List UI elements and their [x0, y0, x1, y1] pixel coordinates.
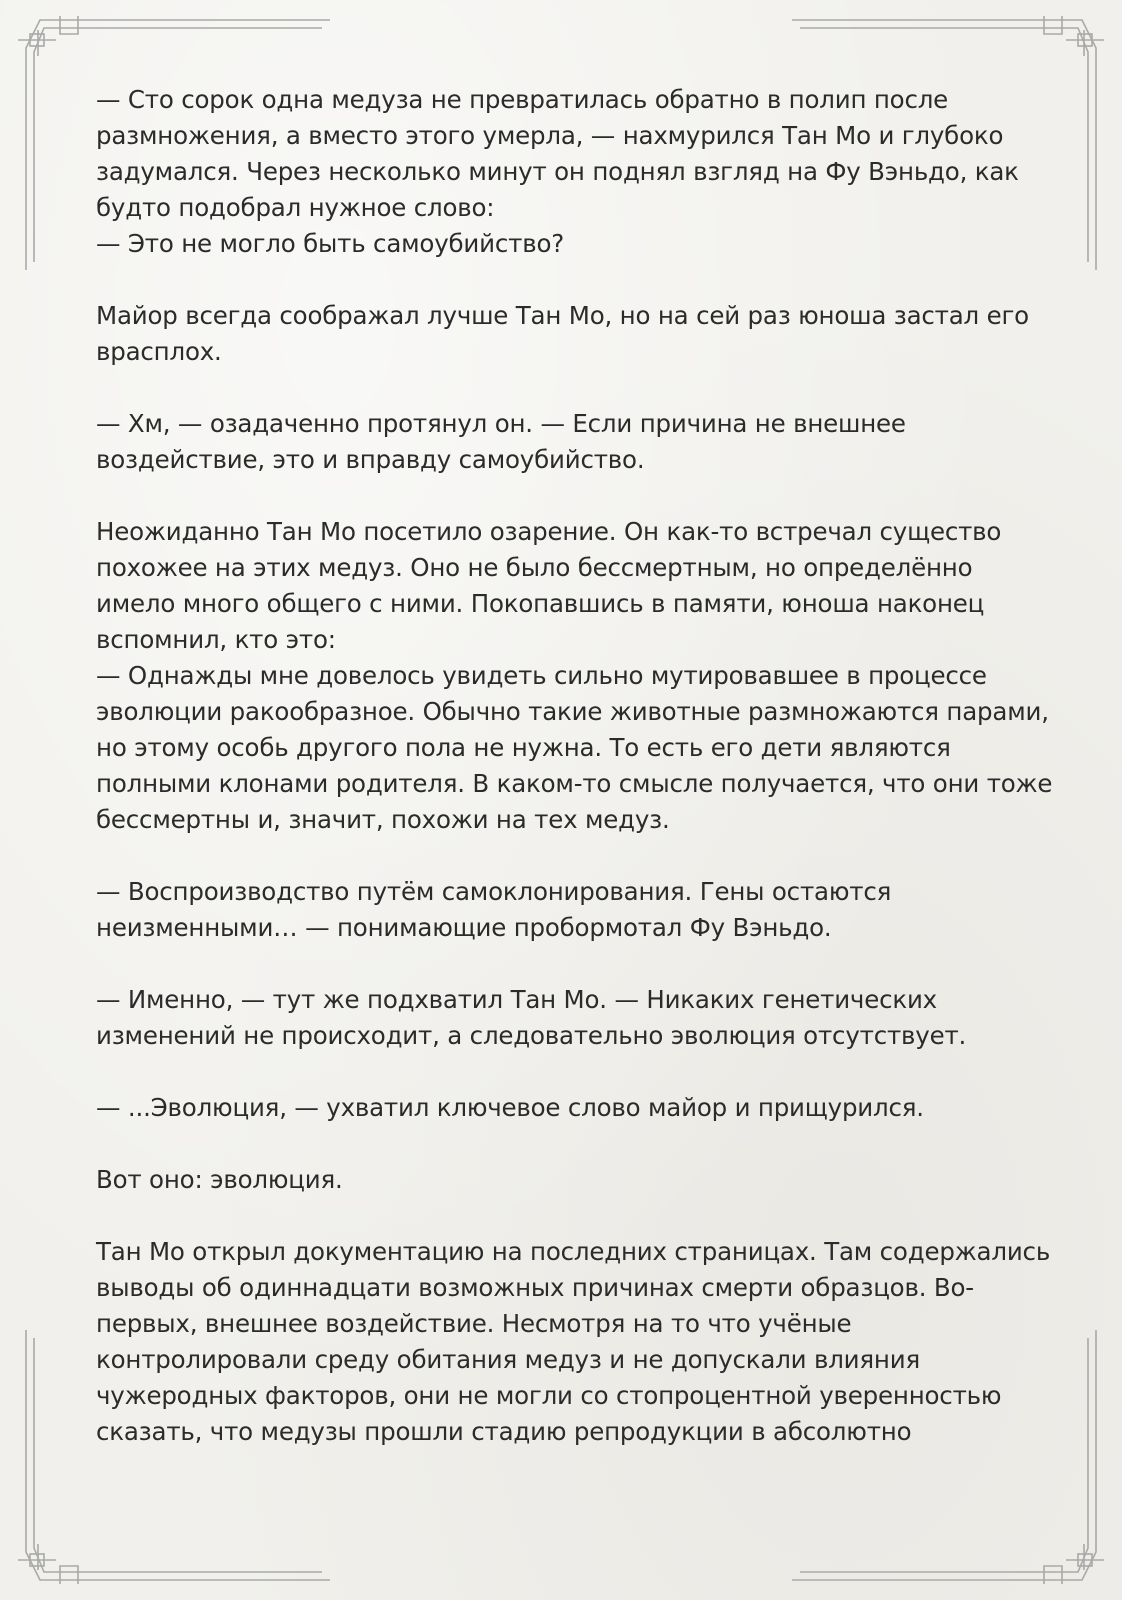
text-line: эволюции ракообразное. Обычно такие животные размножаются парами, — [96, 697, 1049, 726]
text-line: — Однажды мне довелось увидеть сильно мутировавшее в процессе — [96, 661, 987, 690]
text-line: — Сто сорок одна медуза не превратилась обратно в полип после — [96, 85, 949, 114]
text-line: имело много общего с ними. Покопавшись в памяти, юноша наконец — [96, 589, 985, 618]
text-line: — Именно, — тут же подхватил Тан Мо. — Никаких генетических — [96, 985, 937, 1014]
text-line: изменений не происходит, а следовательно эволюция отсутствует. — [96, 1021, 967, 1050]
text-line: Майор всегда соображал лучше Тан Мо, но на сей раз юноша застал его — [96, 301, 1029, 330]
text-line: чужеродных факторов, они не могли со стопроцентной уверенностью — [96, 1381, 1002, 1410]
paragraph-gap — [96, 838, 1031, 874]
text-line: Неожиданно Тан Мо посетило озарение. Он как-то встречал существо — [96, 517, 1002, 546]
text-line: первых, внешнее воздействие. Несмотря на то что учёные — [96, 1309, 852, 1338]
text-line: — Воспроизводство путём самоклонирования. Гены остаются — [96, 877, 892, 906]
text-line: но этому особь другого пола не нужна. То есть его дети являются — [96, 733, 951, 762]
paragraph-gap — [96, 1126, 1031, 1162]
text-line: похожее на этих медуз. Оно не было бессмертным, но определённо — [96, 553, 973, 582]
body-text — [96, 82, 1053, 1450]
text-line: Тан Мо открыл документацию на последних страницах. Там содержались — [96, 1237, 1051, 1266]
paragraph-gap — [96, 478, 1031, 514]
text-line: задумался. Через несколько минут он поднял взгляд на Фу Вэньдо, как — [96, 157, 1019, 186]
text-line: — Хм, — озадаченно протянул он. — Если причина не внешнее — [96, 409, 906, 438]
text-line: вспомнил, кто это: — [96, 625, 336, 654]
paragraph-gap — [96, 946, 1031, 982]
text-line: — Это не могло быть самоубийство? — [96, 229, 565, 258]
paragraph-gap — [96, 1054, 1031, 1090]
text-line: бессмертны и, значит, похожи на тех медуз. — [96, 805, 670, 834]
text-line: неизменными… — понимающие пробормотал Фу Вэньдо. — [96, 913, 832, 942]
text-line: выводы об одиннадцати возможных причинах смерти образцов. Во- — [96, 1273, 974, 1302]
text-line: — ...Эволюция, — ухватил ключевое слово майор и прищурился. — [96, 1093, 924, 1122]
text-line: полными клонами родителя. В каком-то смысле получается, что они тоже — [96, 769, 1053, 798]
text-line: Вот оно: эволюция. — [96, 1165, 343, 1194]
paragraph-gap — [96, 370, 1031, 406]
paragraph-gap — [96, 262, 1031, 298]
text-line: врасплох. — [96, 337, 222, 366]
text-line: будто подобрал нужное слово: — [96, 193, 495, 222]
text-line: сказать, что медузы прошли стадию репродукции в абсолютно — [96, 1417, 912, 1446]
text-line: воздействие, это и вправду самоубийство. — [96, 445, 645, 474]
text-line: размножения, а вместо этого умерла, — нахмурился Тан Мо и глубоко — [96, 121, 1004, 150]
text-line: контролировали среду обитания медуз и не допускали влияния — [96, 1345, 920, 1374]
paragraph-gap — [96, 1198, 1031, 1234]
